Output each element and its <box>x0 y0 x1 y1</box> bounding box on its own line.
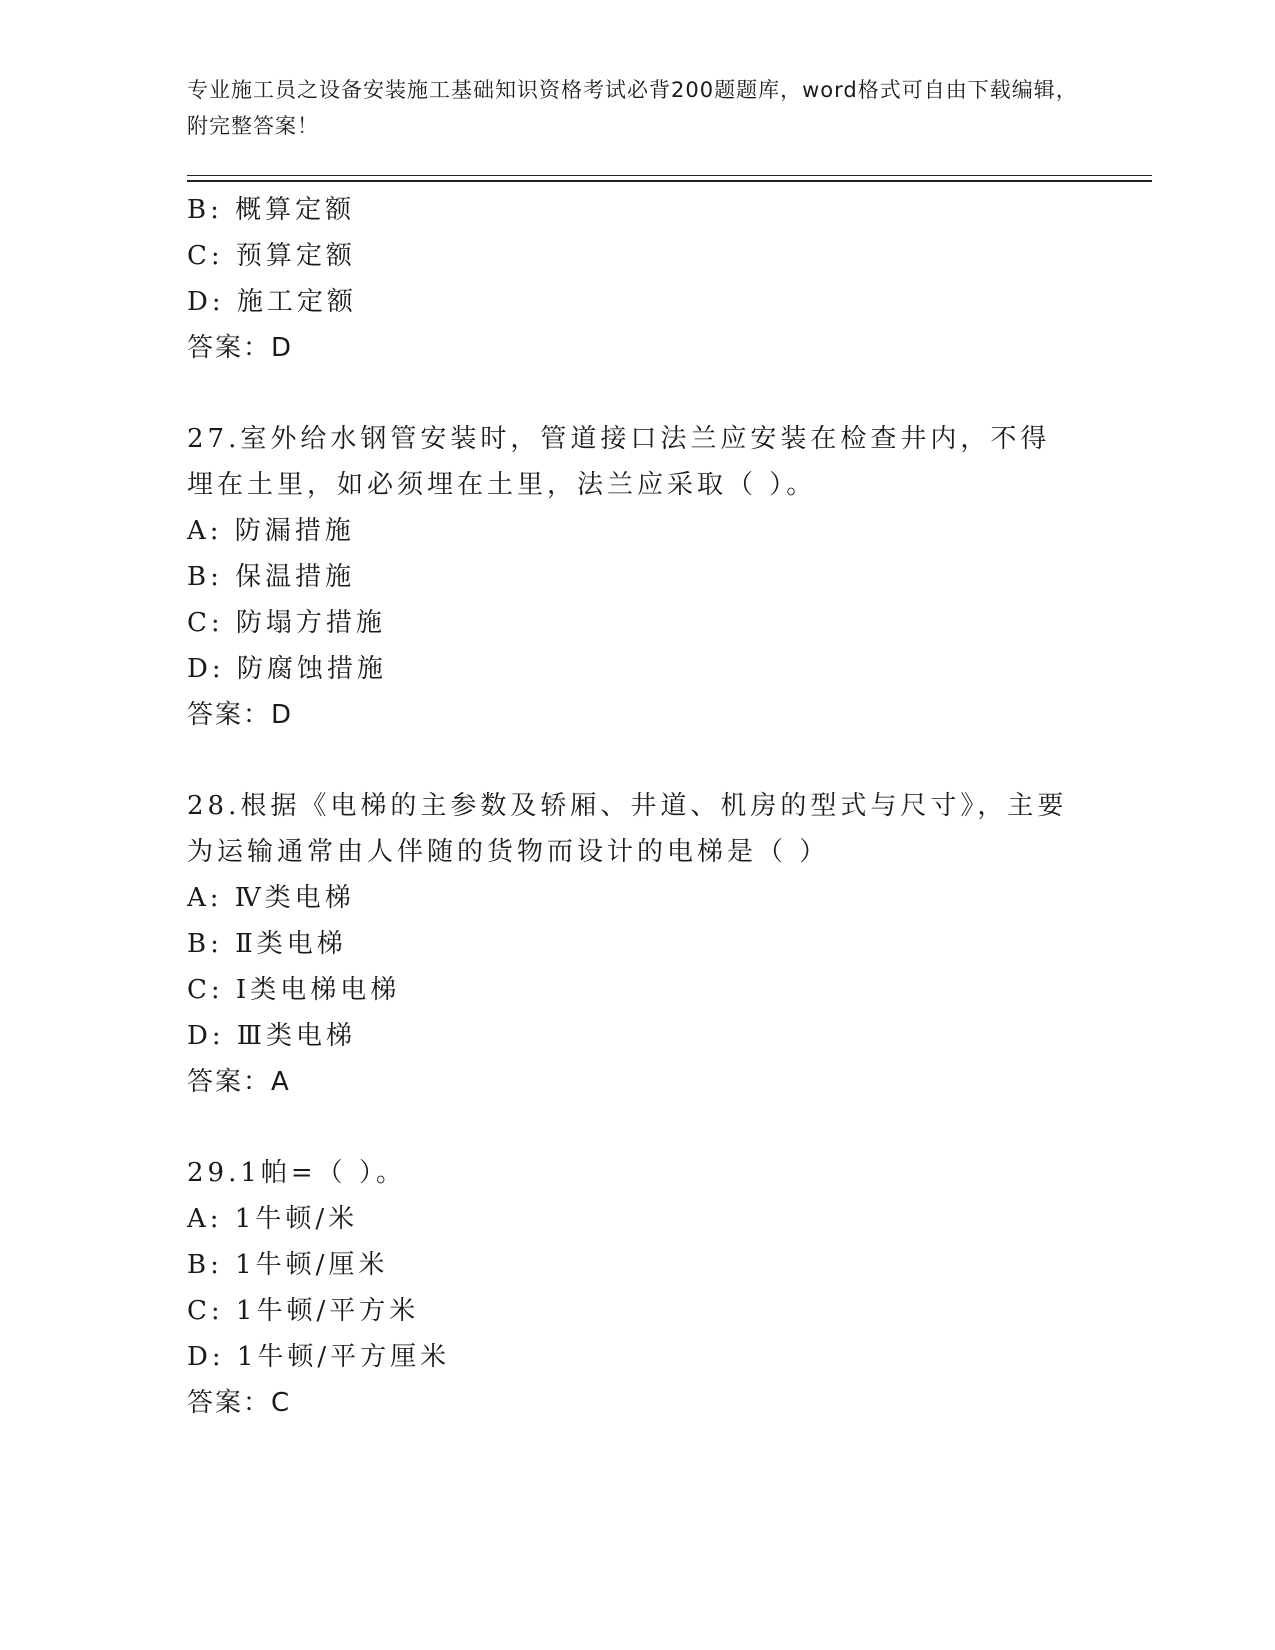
option-c: C: 预算定额 <box>187 241 356 271</box>
option-c: C: 1牛顿/平方米 <box>187 1296 420 1326</box>
option-a: A: 1牛顿/米 <box>187 1204 359 1234</box>
answer: 答案：C <box>187 1388 292 1418</box>
option-c: C: 防塌方措施 <box>187 608 386 638</box>
answer: 答案：A <box>187 1067 291 1097</box>
option-d: D: 施工定额 <box>187 287 357 317</box>
header-rule-thick <box>187 180 1152 182</box>
option-d: D: 防腐蚀措施 <box>187 654 387 684</box>
option-d: D: 1牛顿/平方厘米 <box>187 1342 451 1372</box>
option-b: B: Ⅱ类电梯 <box>187 929 347 959</box>
question-stem: 27.室外给水钢管安装时，管道接口法兰应安装在检查井内，不得埋在土里，如必须埋在土里，法兰应采取（ ）。 <box>187 424 1051 500</box>
question-content <box>187 187 1087 1426</box>
option-c: C: Ⅰ类电梯电梯 <box>187 975 401 1005</box>
question-28 <box>187 783 1087 1105</box>
answer: 答案：D <box>187 700 294 730</box>
spacer <box>187 1105 1087 1150</box>
question-29 <box>187 1150 1087 1426</box>
spacer <box>187 371 1087 416</box>
question-stem: 28.根据《电梯的主参数及轿厢、井道、机房的型式与尺寸》，主要为运输通常由人伴随的货物而设计的电梯是（ ） <box>187 791 1068 867</box>
option-b: B: 保温措施 <box>187 562 356 592</box>
option-a: A: Ⅳ类电梯 <box>187 883 355 913</box>
option-a: A: 防漏措施 <box>187 516 355 546</box>
option-d: D: Ⅲ类电梯 <box>187 1021 356 1051</box>
option-b: B: 1牛顿/厘米 <box>187 1250 389 1280</box>
question-stem: 29.1帕=（ ）。 <box>187 1158 406 1188</box>
spacer <box>187 738 1087 783</box>
header-rule-thin <box>187 175 1152 176</box>
document-header: 专业施工员之设备安装施工基础知识资格考试必背200题题库，word格式可自由下载编辑，附完整答案！ <box>187 78 1078 138</box>
answer: 答案：D <box>187 333 294 363</box>
question-26-tail <box>187 187 1087 371</box>
question-27 <box>187 416 1087 738</box>
option-b: B: 概算定额 <box>187 195 356 225</box>
